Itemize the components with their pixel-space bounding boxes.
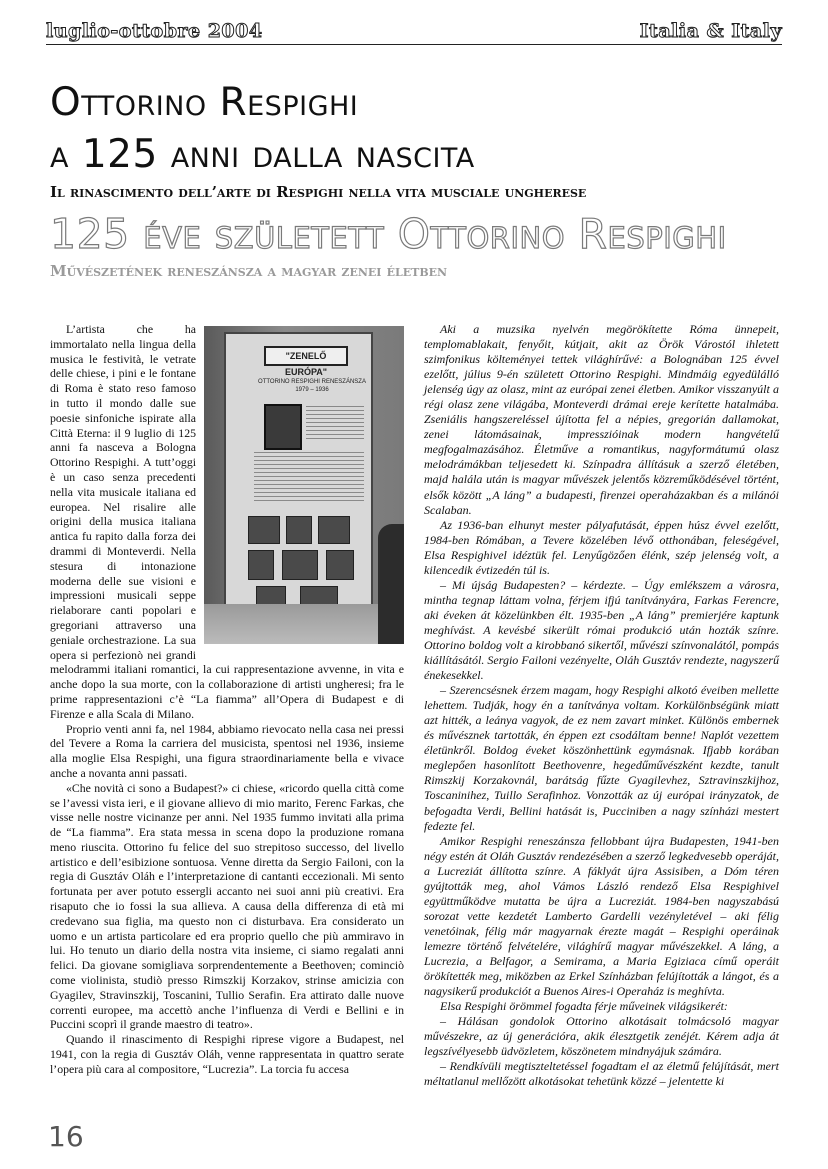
- photo-frame: [286, 516, 312, 544]
- photo-sign: "ZENELŐ EURÓPA": [264, 346, 348, 366]
- title-line-1: Ottorino Respighi: [50, 80, 359, 125]
- photo-panel-caption: OTTORINO RESPIGHI RENESZÁNSZA 1979 – 1936: [258, 379, 366, 393]
- running-header: [46, 20, 782, 45]
- paragraph: Amikor Respighi reneszánsza fellobbant újra Budapesten, 1941-ben négy estén át Oláh Gusztáv rendezésében a szerző legkedvesebb operáját, a Lucreziát állította színre. A fáklyát újra Assisiben, a Dóm téren gyújtották meg, ahol Vámos László rendező Elsa Respighivel együttműködve mutatta be újra a Lucreziát. 1984-ben nagyszabású sorozat vette kezdetét Lamberto Gardelli vezényletével – aki félig venetóinak, félig már magyarnak érezte magát – Respighi operáinak lemezre történő felvételére, világhírű magyar művészekkel. A láng, a Lucrezia, a Belfagor, a Semirama, a Maria Egiziaca című operáit örökítették meg, miközben az Erkel Színházban felújították a lángot, és a nagysikerű produkciót a Buenos Aires-i Operaház is meghívta.: [424, 833, 779, 999]
- paragraph: – Rendkívüli megtiszteltetéssel fogadtam el az életmű felújítását, mert méltatlanul mellőzött alkotásokat tehetünk közzé – jelentette ki: [424, 1059, 779, 1089]
- photo-panel-text: [306, 406, 364, 442]
- exhibition-photo: [204, 326, 404, 644]
- paragraph: – Mi újság Budapesten? – kérdezte. – Úgy emlékszem a városra, mintha tegnap láttam volna, férjem ifjú tanítványára, Farkas Ferencre, aki éveken át közelünkben élt. 1935-ben „A láng” premierjére kaptunk meghívást. A kevésbé sikerült római produkció után hozták színre. Ottorino boldog volt a kirobbanó sikertől, művészi színvonalától, pompás kiállításától. Sergio Failoni vezényelte, Oláh Gusztáv rendezte, nagyszerű énekesekkel.: [424, 577, 779, 683]
- photo-person: [378, 524, 404, 644]
- photo-frame: [326, 550, 354, 580]
- photo-floor: [204, 604, 404, 644]
- subtitle-hungarian: Művészetének reneszánsza a magyar zenei életben: [50, 262, 448, 280]
- photo-frame: [248, 516, 280, 544]
- photo-exhibit-panel: [224, 332, 373, 638]
- title-line-2: a 125 anni dalla nascita: [50, 132, 475, 177]
- subtitle-italian: Il rinascimento dell’arte di Respighi nella vita musciale ungherese: [50, 183, 587, 201]
- paragraph: Az 1936-ban elhunyt mester pályafutását, éppen húsz évvel ezelőtt, 1984-ben Rómában, a Tevere közelében lévő otthonában, feleségével, Elsa Respighivel idéztük fel. Lenyűgözően élénk, szép jelenség volt, a kilencedik évtizedén túl is.: [424, 517, 779, 577]
- article-column-hungarian: [424, 322, 779, 1089]
- paragraph: – Szerencsésnek érzem magam, hogy Respighi alkotó éveiben mellette lehettem. Tudják, hogy én a tanítványa voltam. Korkülönbségünk miatt azt hitték, a leánya vagyok, de ez nem zavart minket. Különös embernek és művésznek tartották, én éppen ezt csodáltam benne! Naplót vezettem életünkről. Boldog éveket köszönhettünk egymásnak. Ifjabb korában meglepően hasonlított Beethovenre, hegedűművészként kezdte, tanult Rimszkij Korzakovnál, barátság fűzte Gyagilevhez, Sztravinszkijhoz, Toscaninihez, Tuillo Serafinhoz. Vonzották az új európai irányzatok, de befogadta Verdi, Bellini hatását is, Pucciniben a nagy színházi mestert fedezte fel.: [424, 683, 779, 833]
- photo-frame: [282, 550, 318, 580]
- paragraph: Proprio venti anni fa, nel 1984, abbiamo rievocato nella casa nei pressi del Tevere a Roma la carriera del musicista, spentosi nel 1936, insieme alla moglie Elsa Respighi, una figura straordinariamente bella e vivace anche a novanta anni passati.: [50, 721, 404, 780]
- paragraph: L’artista che ha immortalato nella lingua della musica le festività, le vetrate delle chiese, i pini e le fontane di Roma è stato reso famoso in tutto il mondo dalle sue poesie sinfoniche ispirate alla Città Eterna: il 9 luglio di 125 anni fa nasceva a Bologna Ottorino Respighi. A tutt’oggi è un caso senza precedenti nella vita musicale italiana ed europea. Nel risalire alle origini della musica italiana antica fu rapito dalla forza dei drammi di Monteverdi. Nella stesura di intonazione moderna delle sue visioni e impressioni musicali seppe rielaborare canti popolari e gregoriani attraverso una geniale orchestrazione. La sua opera si perfezionò nei grandi melodrammi italiani romantici, la cui rappresentazione avvenne, in vita e anche dopo la sua morte, con la collaborazione di artisti ungheresi; fra le prime rappresentazioni c’è “La fiamma” all’Opera di Budapest e di Firenze e alla Scala di Milano.: [50, 322, 404, 721]
- header-date: luglio-ottobre 2004: [46, 20, 263, 42]
- paragraph: Quando il rinascimento di Respighi riprese vigore a Budapest, nel 1941, con la regia di Gusztáv Oláh, venne rappresentata in quattro serate l’opera più cara al compositore, “Lucrezia”. La torcia fu accesa: [50, 1032, 404, 1076]
- article-column-italian: [50, 322, 404, 1077]
- paragraph: «Che novità ci sono a Budapest?» ci chiese, «ricordo quella città come se l’avessi vista ieri, e il giovane allievo di mio marito, Ferenc Farkas, che visse nelle nostre vicinanze per anni. Nel 1935 fummo invitati alla prima de “La fiamma”. Era stata messa in scena dopo la produzione romana meno riuscita. Ottorino fu felice del suo strepitoso successo, del livello artistico e dell’esibizione sontuosa. Venne diretta da Sergio Failoni, con la regia di Gusztáv Oláh e l’interpretazione di cantanti eccezionali. Mi sento fortunata per aver potuto essergli accanto nei suoi anni più creativi. Era risaputo che io fossi la sua allieva. A causa della differenza di età mi credevano sua figlia, ma questo non ci disturbava. Era considerato un uomo e un artista particolare ed era proprio quello che più ammiravo in lui. Ho tenuto un diario della nostra vita insieme, ci siamo regalati anni felici. Da giovane somigliava sorprendentemente a Beethoven; cominciò come violinista, studiò presso Rimszkij Korzakov, strinse amicizia con Gyagilev, Stravinszkij, Toscanini, Tullio Serafin. Era attirato dalle nuove correnti europee, ma accettò anche l’influenza di Verdi e Bellini e in Puccini scoprì il grande maestro di teatro».: [50, 780, 404, 1032]
- paragraph: – Hálásan gondolok Ottorino alkotásait tolmácsoló magyar művészekre, az új generációra, akik élesztgetik zenéjét. Kérem adja át legszívélyesebb üdvözletem, köszönetem mindnyájuk számára.: [424, 1014, 779, 1059]
- paragraph: Elsa Respighi örömmel fogadta férje műveinek világsikerét:: [440, 999, 728, 1014]
- title-hungarian: 125 éve született Ottorino Respighi: [50, 210, 727, 258]
- photo-portrait: [264, 404, 302, 450]
- photo-panel-textblock: [254, 452, 364, 502]
- page-number: 16: [48, 1120, 84, 1153]
- header-magazine-name: Italia & Italy: [639, 20, 782, 42]
- paragraph: Aki a muzsika nyelvén megörökítette Róma ünnepeit, templomablakait, fenyőit, kútjait, akit az Örök Várostól ihletett szimfonikus költeményei tettek világhírűvé: a Bolognában 125 évvel ezelőtt, július 9-én született Ottorino Respighi. Mindmáig egyedülálló jelenség úgy az olasz, mint az európai zenei életben. Amikor visszanyúlt a régi olasz zene világába, Monteverdi drámai ereje kerítette hatalmába. Zseniális hangszereléssel újította fel a népies, gregorián dallamokat, zenei látomásainak, impresszióinak modern hangvételű megfogalmazásához. Életműve a romantikus, nagyformátumú olasz melodrámákban teljesedett ki. Színpadra állításuk a szerző életében, majd halála után is magyar művészek jelentős közreműködésével történt, elsők között „A láng” a budapesti, firenzei operaházakban és a milánói Scalaban.: [424, 322, 779, 517]
- photo-frame: [248, 550, 274, 580]
- photo-frame: [318, 516, 350, 544]
